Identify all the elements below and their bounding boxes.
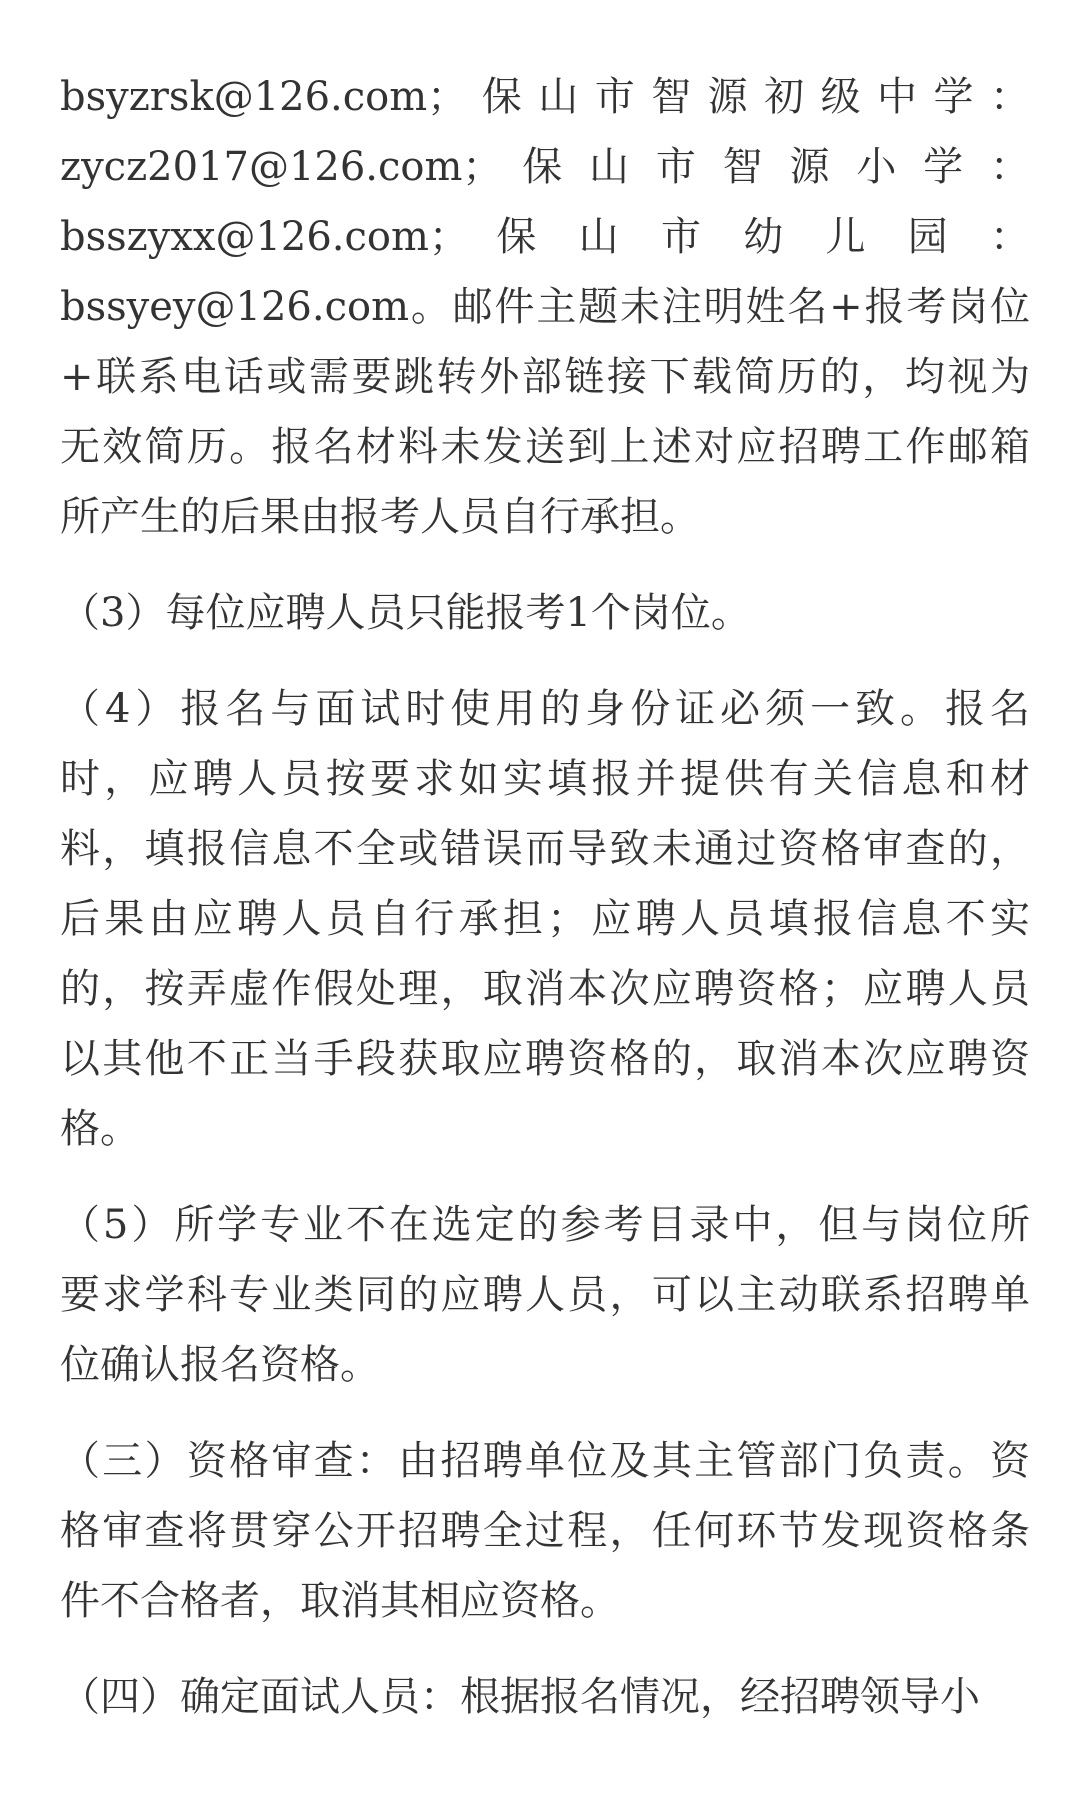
paragraph-item-4 (60, 674, 1030, 1164)
text-line: 位确认报名资格。 (60, 1342, 380, 1388)
text-line: 后果由应聘人员自行承担；应聘人员填报信息不实 (60, 896, 1030, 942)
text-line: 无效简历。报名材料未发送到上述对应招聘工作邮箱 (60, 424, 1030, 470)
text-line: 件不合格者，取消其相应资格。 (60, 1578, 620, 1624)
text-line: （4）报名与面试时使用的身份证必须一致。报名 (60, 686, 1030, 732)
text-line: bssyey@126.com。邮件主题未注明姓名+报考岗位 (60, 284, 1030, 330)
text-line: +联系电话或需要跳转外部链接下载简历的，均视为 (60, 354, 1030, 400)
text-line: 的，按弄虚作假处理，取消本次应聘资格；应聘人员 (60, 966, 1030, 1012)
text-line: 要求学科专业类同的应聘人员，可以主动联系招聘单 (60, 1272, 1030, 1318)
text-line: 所产生的后果由报考人员自行承担。 (60, 494, 700, 540)
text-line: 格。 (60, 1106, 140, 1152)
text-line: 料，填报信息不全或错误而导致未通过资格审查的， (60, 826, 1030, 872)
text-line: zycz2017@126.com； 保 山 市 智 源 小 学 ： (60, 144, 1030, 190)
text-line: 时，应聘人员按要求如实填报并提供有关信息和材 (60, 756, 1030, 802)
paragraph-item-3 (60, 578, 1030, 648)
text-line: （四）确定面试人员：根据报名情况，经招聘领导小 (60, 1674, 980, 1720)
text-line: bsyzrsk@126.com； 保 山 市 智 源 初 级 中 学 ： (60, 74, 1030, 120)
article-body (60, 62, 1030, 1758)
text-line: （3）每位应聘人员只能报考1个岗位。 (60, 590, 751, 636)
paragraph-interview-selection (60, 1662, 1030, 1732)
text-line: （三）资格审查：由招聘单位及其主管部门负责。资 (60, 1438, 1030, 1484)
paragraph-item-5 (60, 1190, 1030, 1400)
paragraph-qualification-review (60, 1426, 1030, 1636)
paragraph-email-list (60, 62, 1030, 552)
text-line: 以其他不正当手段获取应聘资格的，取消本次应聘资 (60, 1036, 1030, 1082)
text-line: 格审查将贯穿公开招聘全过程，任何环节发现资格条 (60, 1508, 1030, 1554)
text-line: bsszyxx@126.com； 保 山 市 幼 儿 园 ： (60, 214, 1030, 260)
text-line: （5）所学专业不在选定的参考目录中，但与岗位所 (60, 1202, 1030, 1248)
